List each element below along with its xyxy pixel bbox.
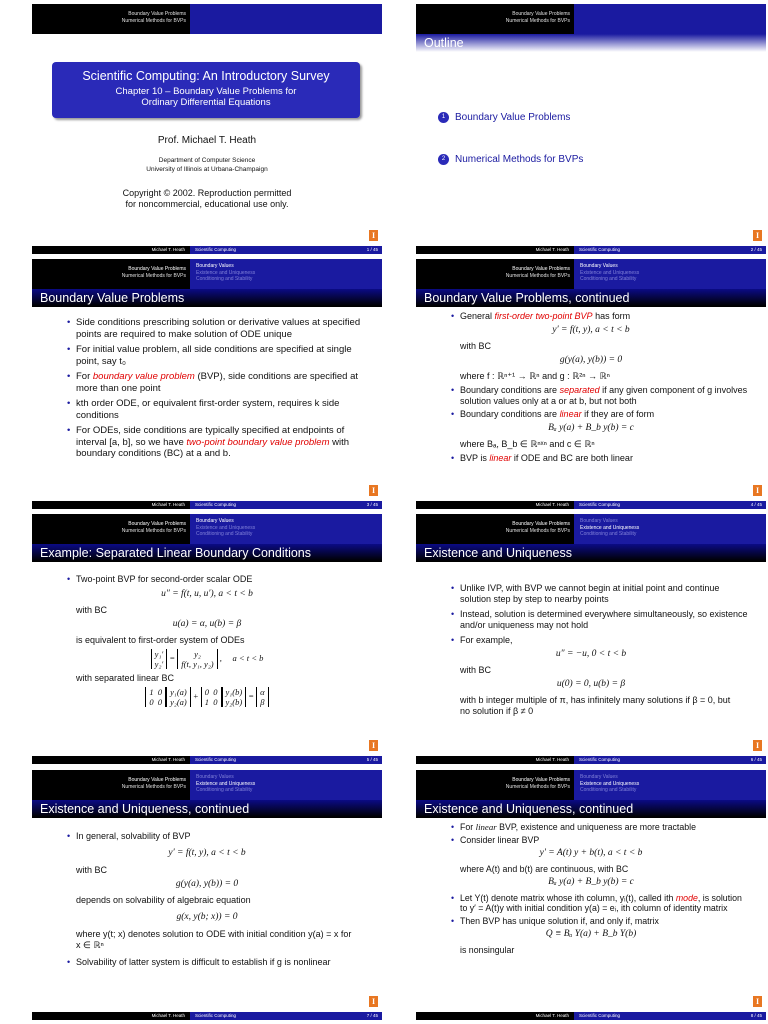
bullet: • In general, solvability of BVP xyxy=(76,831,364,842)
page-number: 5 / 45 xyxy=(310,756,382,764)
slide-footer: Michael T. Heath Scientific Computing 7 / 45 xyxy=(32,1012,382,1020)
slide-6: Boundary Value Problems Numerical Methods for BVPs Boundary Values Existence and Uniqueness Conditioning and Stability Existence and Uniqueness • Unlike IVP, with BVP we cannot begin at initial point and continue solution step by step to nearby points • Instead, solution is determined everywhere simultaneously, so existence and/or uniqueness may not hold • For example, u″ = −u, 0 < t < b with BC u(0) = 0, u(b) = β with b integer multiple of π, has infinitely many solutions if β = 0, but no solution if β ≠ 0 I Michael T. Heath Scientific Computing 6 / 45 xyxy=(416,514,766,764)
title-sub: Chapter 10 – Boundary Value Problems for xyxy=(115,86,297,97)
bullet: • For ODEs, side conditions are typically specified at endpoints of interval [a, b], so we have two-point boundary value problem with boundary conditions (BC) at a and b. xyxy=(76,425,364,460)
bullet: • For initial value problem, all side conditions are specified at single point, say t₀ xyxy=(76,344,364,367)
page-number: 7 / 45 xyxy=(310,1012,382,1020)
equation: y′ = A(t) y + b(t), a < t < b xyxy=(539,848,643,858)
slide-title: Boundary Value Problems, continued xyxy=(416,289,766,307)
equation: u(a) = α, u(b) = β xyxy=(172,619,242,629)
slide-title: Outline xyxy=(416,34,766,52)
slide-1 xyxy=(32,4,382,254)
equation: y′ = f(t, y), a < t < b xyxy=(552,325,630,335)
outline-item-1[interactable]: 1 Boundary Value Problems xyxy=(438,112,570,123)
uiuc-logo-icon: I xyxy=(369,996,378,1007)
page-number: 2 / 45 xyxy=(694,246,766,254)
page-number: 4 / 45 xyxy=(694,501,766,509)
author: Prof. Michael T. Heath xyxy=(157,135,257,146)
title-main: Scientific Computing: An Introductory Survey xyxy=(82,69,330,83)
slide-7: Boundary Value Problems Numerical Methods for BVPs Boundary Values Existence and Uniqueness Conditioning and Stability Existence and Uniqueness, continued • In general, solvability of BVP y′ = f(t, y), a < t < b with BC g(y(a), y(b)) = 0 depends on solvability of algebraic equation g(x, y(b; x)) = 0 where y(t; x) denotes solution to ODE with initial condition y(a) = x for x ∈ ℝⁿ • Solvability of latter system is difficult to establish if g is nonlinear I Michael T. Heath Scientific Computing 7 / 45 xyxy=(32,770,382,1020)
slide-2 xyxy=(416,4,766,254)
equation: u(0) = 0, u(b) = β xyxy=(556,679,626,689)
slide-5: Boundary Value Problems Numerical Methods for BVPs Boundary Values Existence and Uniqueness Conditioning and Stability Example: Separated Linear Boundary Conditions • Two-point BVP for second-order scalar ODE u″ = f(t, u, u′), a < t < b with BC u(a) = α, u(b) = β is equivalent to first-order system of ODEs y₁′ y₂′ = y₂ f(t, y₁, y₂) , a < t < b with separated linear BC 1 0 0 0y₁(a) y₂(a) + 0 0 1 0y₁(b) y₂(b) = α β I Michael T. Heath Scientific Computing 5 / 45 xyxy=(32,514,382,764)
equation: Bₐ y(a) + B_b y(b) = c xyxy=(548,423,634,433)
page-number: 8 / 45 xyxy=(694,1012,766,1020)
equation: Bₐ y(a) + B_b y(b) = c xyxy=(548,877,634,887)
slide-footer: Michael T. Heath Scientific Computing 5 / 45 xyxy=(32,756,382,764)
slide-header: Boundary Value Problems Numerical Methods for BVPs Boundary Values Existence and Uniqueness Conditioning and Stability xyxy=(416,514,766,544)
bullet: • Unlike IVP, with BVP we cannot begin at initial point and continue solution step by step to nearby points xyxy=(460,583,748,605)
slide-title: Example: Separated Linear Boundary Conditions xyxy=(32,544,382,562)
bullet: • For boundary value problem (BVP), side conditions are specified at more than one point xyxy=(76,371,364,394)
bullet: • Side conditions prescribing solution or derivative values at specified points are required to make solution of ODE unique xyxy=(76,317,364,340)
slide-footer: Michael T. Heath Scientific Computing 4 / 45 xyxy=(416,501,766,509)
title-box xyxy=(52,62,360,118)
bullet: • Consider linear BVP xyxy=(460,835,748,846)
section-number-badge: 1 xyxy=(438,112,449,123)
slide-footer: Michael T. Heath Scientific Computing 3 / 45 xyxy=(32,501,382,509)
uiuc-logo-icon: I xyxy=(753,740,762,751)
header-section-active: Boundary Value Problems xyxy=(128,11,186,17)
equation: Q ≡ Bₐ Y(a) + B_b Y(b) xyxy=(545,929,637,939)
bullet: • BVP is linear if ODE and BC are both linear xyxy=(460,453,748,464)
bullet: • For example, xyxy=(460,635,748,646)
slide-header: Boundary Value Problems Numerical Methods for BVPs Boundary Values Existence and Uniqueness Conditioning and Stability xyxy=(32,514,382,544)
bullet: • For linear BVP, existence and uniqueness are more tractable xyxy=(460,822,748,833)
bullet: • Boundary conditions are separated if any given component of g involves solution values only at a or at b, but not both xyxy=(460,385,748,407)
section-number-badge: 2 xyxy=(438,154,449,165)
equation: u″ = f(t, u, u′), a < t < b xyxy=(161,589,253,599)
bullet: • kth order ODE, or equivalent first-order system, requires k side conditions xyxy=(76,398,364,421)
bullet: • Two-point BVP for second-order scalar ODE xyxy=(76,574,364,585)
slide-title: Existence and Uniqueness xyxy=(416,544,766,562)
equation: y′ = f(t, y), a < t < b xyxy=(168,848,246,858)
slide-header xyxy=(32,4,382,34)
bullet: • Solvability of latter system is difficult to establish if g is nonlinear xyxy=(76,957,364,968)
copyright: Copyright © 2002. Reproduction permitted xyxy=(122,188,292,198)
slide-header: Boundary Value Problems Numerical Methods for BVPs Boundary Values Existence and Uniqueness Conditioning and Stability xyxy=(416,259,766,289)
slide-footer: Michael T. Heath Scientific Computing 8 / 45 xyxy=(416,1012,766,1020)
page-number: 3 / 45 xyxy=(310,501,382,509)
matrix-equation: y₁′ y₂′ = y₂ f(t, y₁, y₂) , a < t < b xyxy=(32,649,382,669)
slide-header: Boundary Value Problems Numerical Methods for BVPs Boundary Values Existence and Uniqueness Conditioning and Stability xyxy=(32,770,382,800)
slide-footer: Michael T. Heath Scientific Computing 6 / 45 xyxy=(416,756,766,764)
uiuc-logo-icon: I xyxy=(369,485,378,496)
slide-footer: Michael T. Heath Scientific Computing 1 / 45 xyxy=(32,246,382,254)
bullet: • Instead, solution is determined everywhere simultaneously, so existence and/or uniqueness may not hold xyxy=(460,609,748,631)
header-section: Numerical Methods for BVPs xyxy=(121,17,186,24)
uiuc-logo-icon: I xyxy=(753,996,762,1007)
slide-header: Boundary Value Problems Numerical Methods for BVPs Boundary Values Existence and Uniqueness Conditioning and Stability xyxy=(32,259,382,289)
equation: g(y(a), y(b)) = 0 xyxy=(175,879,239,889)
slide-header: Boundary Value Problems Numerical Methods for BVPs xyxy=(416,4,766,34)
equation: u″ = −u, 0 < t < b xyxy=(555,649,627,659)
bullet: • Boundary conditions are linear if they are of form xyxy=(460,409,748,420)
bullet: • Then BVP has unique solution if, and only if, matrix xyxy=(460,916,748,927)
slide-footer: Michael T. Heath Scientific Computing 2 / 45 xyxy=(416,246,766,254)
slide-3 xyxy=(32,259,382,509)
page-number: 6 / 45 xyxy=(694,756,766,764)
copyright: for noncommercial, educational use only. xyxy=(125,199,289,209)
university: University of Illinois at Urbana-Champaign xyxy=(146,166,268,173)
page-number: 1 / 45 xyxy=(310,246,382,254)
equation: g(x, y(b; x)) = 0 xyxy=(176,912,238,922)
slide-8: Boundary Value Problems Numerical Methods for BVPs Boundary Values Existence and Uniqueness Conditioning and Stability Existence and Uniqueness, continued • For linear BVP, existence and uniqueness are more tractable • Consider linear BVP y′ = A(t) y + b(t), a < t < b where A(t) and b(t) are continuous, with BC Bₐ y(a) + B_b y(b) = c • Let Y(t) denote matrix whose ith column, yᵢ(t), called ith mode, is solution to y′ = A(t)y with initial condition y(a) = eᵢ, ith column of identity matrix • Then BVP has unique solution if, and only if, matrix Q ≡ Bₐ Y(a) + B_b Y(b) is nonsingular I Michael T. Heath Scientific Computing 8 / 45 xyxy=(416,770,766,1020)
slide-4: Boundary Value Problems Numerical Methods for BVPs Boundary Values Existence and Uniqueness Conditioning and Stability Boundary Value Problems, continued • General first-order two-point BVP has form y′ = f(t, y), a < t < b with BC g(y(a), y(b)) = 0 where f : ℝⁿ⁺¹ → ℝⁿ and g : ℝ²ⁿ → ℝⁿ • Boundary conditions are separated if any given component of g involves solution values only at a or at b, but not both • Boundary conditions are linear if they are of form Bₐ y(a) + B_b y(b) = c where Bₐ, B_b ∈ ℝⁿˣⁿ and c ∈ ℝⁿ • BVP is linear if ODE and BC are both linear I Michael T. Heath Scientific Computing 4 / 45 xyxy=(416,259,766,509)
outline-item-2[interactable]: 2 Numerical Methods for BVPs xyxy=(438,154,583,165)
uiuc-logo-icon: I xyxy=(753,230,762,241)
equation: g(y(a), y(b)) = 0 xyxy=(559,355,623,365)
slide-header: Boundary Value Problems Numerical Methods for BVPs Boundary Values Existence and Uniqueness Conditioning and Stability xyxy=(416,770,766,800)
slide-title: Boundary Value Problems xyxy=(32,289,382,307)
slide-title: Existence and Uniqueness, continued xyxy=(32,800,382,818)
department: Department of Computer Science xyxy=(158,157,256,164)
slide-title: Existence and Uniqueness, continued xyxy=(416,800,766,818)
title-sub: Ordinary Differential Equations xyxy=(141,97,271,108)
uiuc-logo-icon: I xyxy=(369,740,378,751)
bullet: • Let Y(t) denote matrix whose ith column, yᵢ(t), called ith mode, is solution to y′ = A(t)y with initial condition y(a) = eᵢ, ith column of identity matrix xyxy=(460,893,748,914)
matrix-equation: 1 0 0 0y₁(a) y₂(a) + 0 0 1 0y₁(b) y₂(b) = α β xyxy=(32,687,382,707)
uiuc-logo-icon: I xyxy=(753,485,762,496)
uiuc-logo-icon: I xyxy=(369,230,378,241)
bullet: • General first-order two-point BVP has form xyxy=(460,311,748,322)
